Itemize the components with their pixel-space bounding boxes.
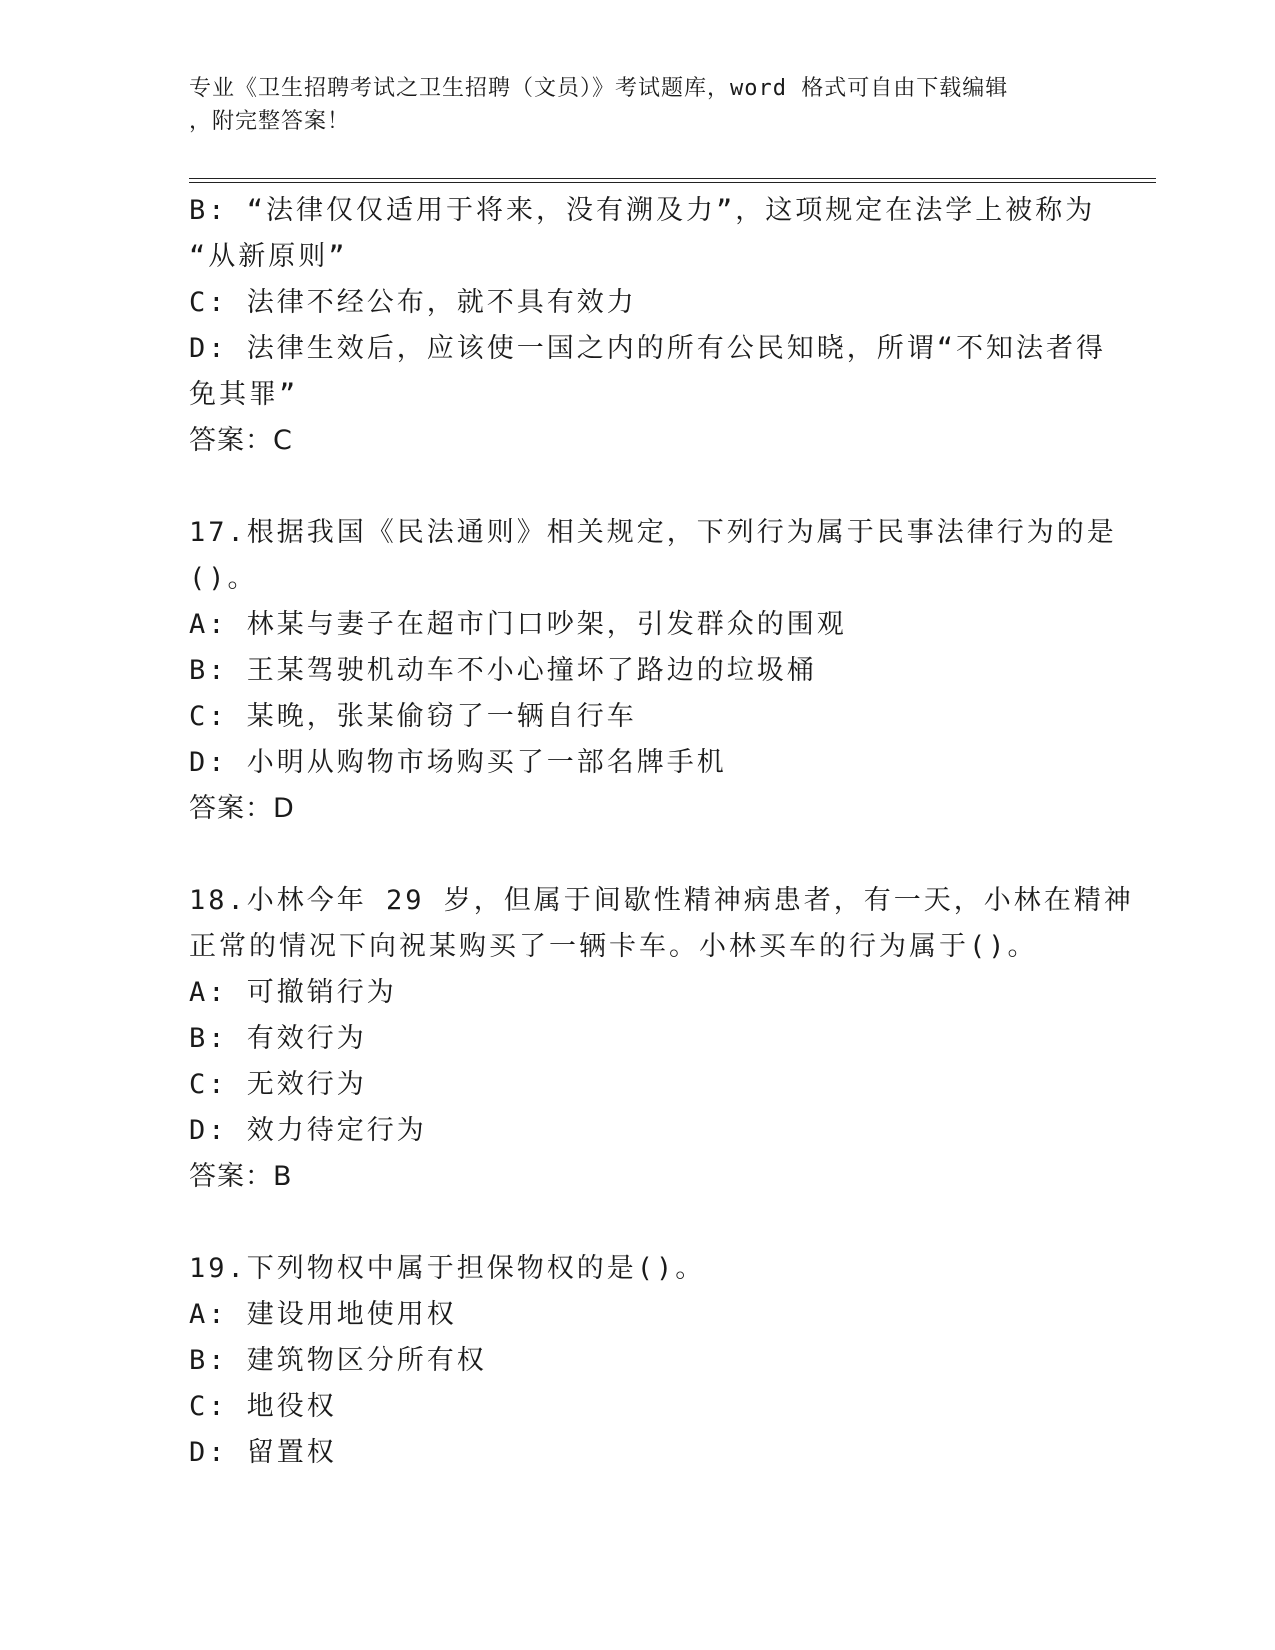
option-a: A: 建设用地使用权 (189, 1299, 457, 1330)
option-b-line-2: “从新原则” (189, 241, 348, 272)
answer: 答案：B (189, 1161, 293, 1192)
option-a: A: 林某与妻子在超市门口吵架，引发群众的围观 (189, 609, 847, 640)
option-c: C: 无效行为 (189, 1069, 367, 1100)
question-stem-line-1: 19.下列物权中属于担保物权的是()。 (189, 1253, 706, 1284)
option-c: C: 某晚，张某偷窃了一辆自行车 (189, 701, 637, 732)
answer: 答案：C (189, 425, 293, 456)
question-stem-line-1: 17.根据我国《民法通则》相关规定，下列行为属于民事法律行为的是 (189, 517, 1117, 548)
question-stem-line-1: 18.小林今年 29 岁，但属于间歇性精神病患者，有一天，小林在精神 (189, 885, 1134, 916)
answer: 答案：D (189, 793, 295, 824)
spacer (189, 1200, 1089, 1246)
header-line-2: ，附完整答案！ (189, 109, 351, 134)
question-17 (189, 510, 1117, 832)
question-stem-line-2: 正常的情况下向祝某购买了一辆卡车。小林买车的行为属于()。 (189, 931, 1038, 962)
question-stem-line-2: ()。 (189, 563, 258, 594)
spacer (189, 832, 1089, 878)
option-b: B: 有效行为 (189, 1023, 367, 1054)
option-c: C: 地役权 (189, 1391, 337, 1422)
option-b: B: 建筑物区分所有权 (189, 1345, 487, 1376)
option-d: D: 小明从购物市场购买了一部名牌手机 (189, 747, 727, 778)
header-divider (189, 178, 1156, 183)
option-d: D: 效力待定行为 (189, 1115, 427, 1146)
spacer (189, 464, 1089, 510)
option-d-line-1: D: 法律生效后，应该使一国之内的所有公民知晓，所谓“不知法者得 (189, 333, 1107, 364)
option-c: C: 法律不经公布，就不具有效力 (189, 287, 637, 318)
question-19 (189, 1246, 1089, 1476)
question-16-tail (189, 188, 1107, 464)
header-line-1: 专业《卫生招聘考试之卫生招聘（文员）》考试题库，word 格式可自由下载编辑 (189, 76, 1009, 101)
option-b-line-1: B: “法律仅仅适用于将来，没有溯及力”，这项规定在法学上被称为 (189, 195, 1096, 226)
option-a: A: 可撤销行为 (189, 977, 397, 1008)
document-header (189, 72, 1069, 138)
document-body (189, 188, 1134, 1476)
option-b: B: 王某驾驶机动车不小心撞坏了路边的垃圾桶 (189, 655, 817, 686)
question-18 (189, 878, 1134, 1200)
option-d-line-2: 免其罪” (189, 379, 299, 410)
option-d: D: 留置权 (189, 1437, 337, 1468)
